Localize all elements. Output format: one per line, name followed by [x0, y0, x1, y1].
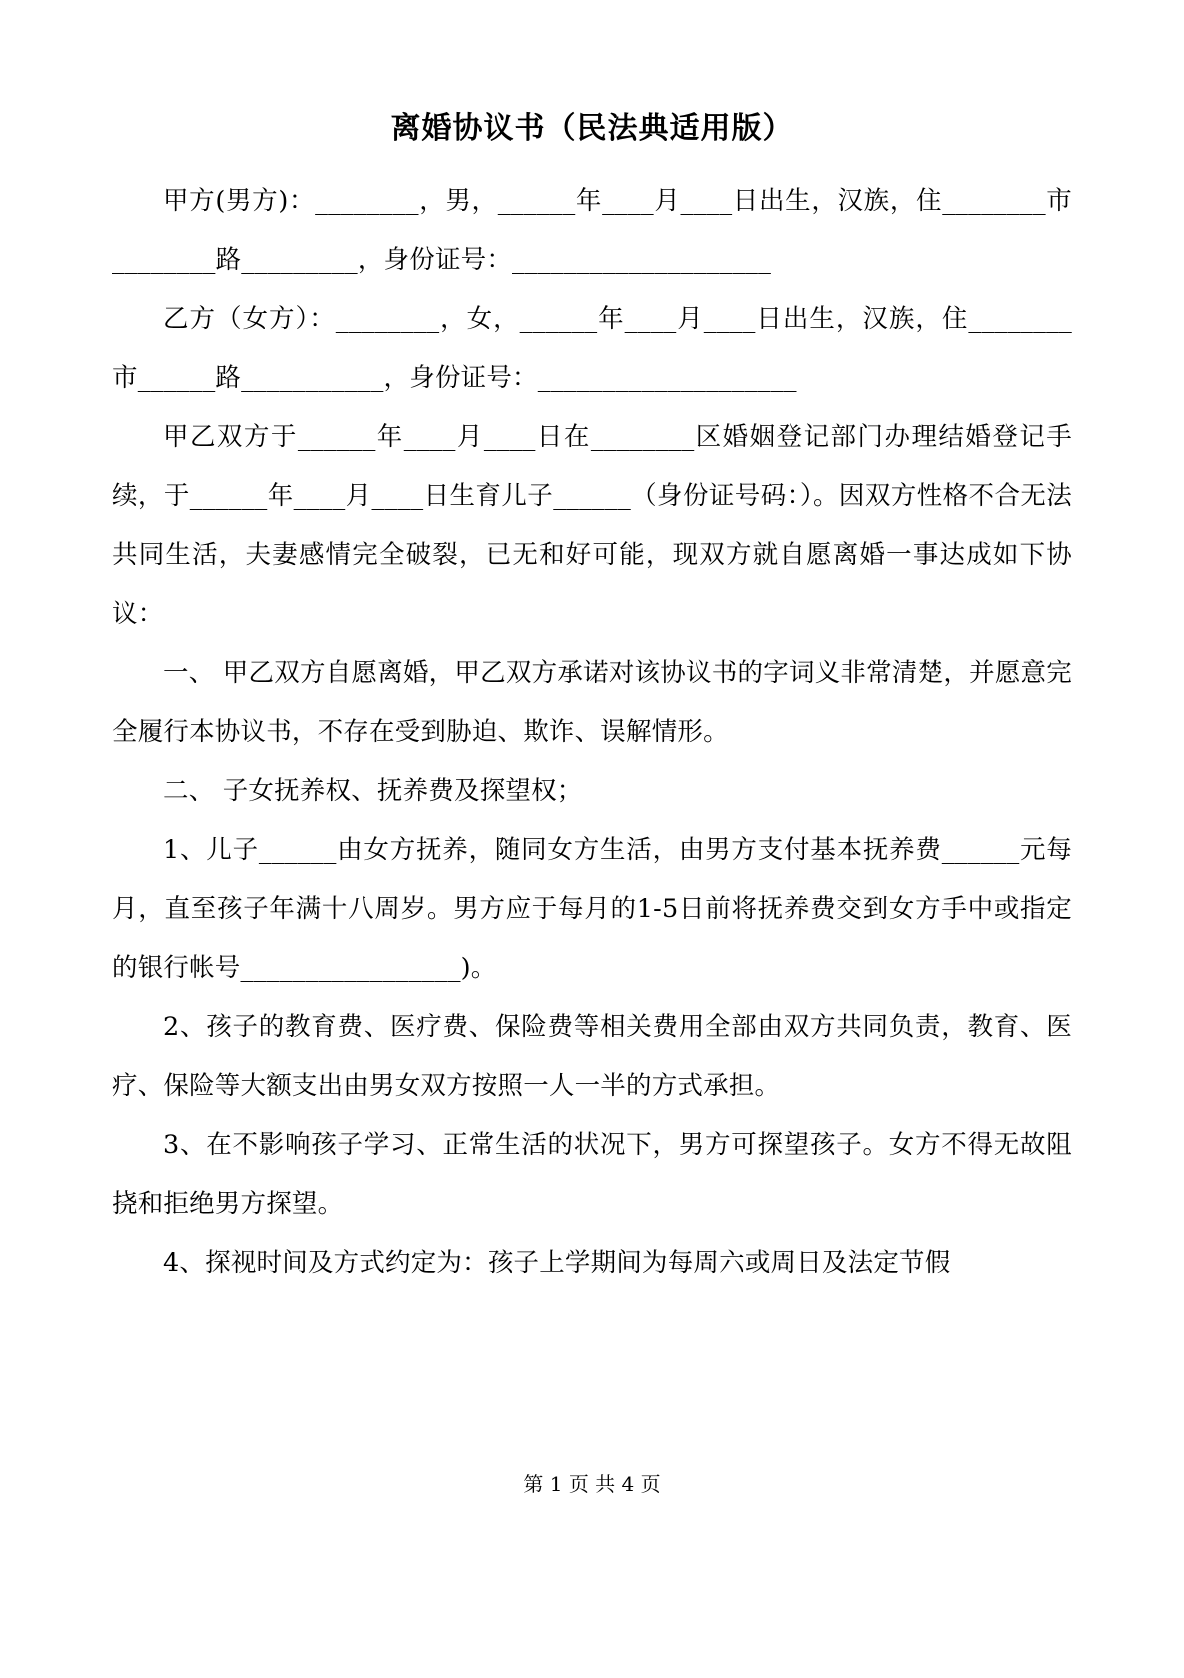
page-footer: 第 1 页 共 4 页: [523, 1472, 661, 1496]
paragraph-clause-2-item-3: 3、在不影响孩子学习、正常生活的状况下，男方可探望孩子。女方不得无故阻挠和拒绝男方探望。: [112, 1130, 1072, 1219]
paragraph-marriage-background: 甲乙双方于______年____月____日在________区婚姻登记部门办理结婚登记手续，于______年____月____日生育儿子______（身份证号码：）。因双方性格不合无法共同生活，夫妻感情完全破裂，已无和好可能，现双方就自愿离婚一事达成如下协议：: [112, 422, 1072, 629]
paragraph-clause-1: 一、 甲乙双方自愿离婚，甲乙双方承诺对该协议书的字词义非常清楚，并愿意完全履行本协议书，不存在受到胁迫、欺诈、误解情形。: [112, 658, 1072, 747]
paragraph-clause-2-item-1: 1、儿子______由女方抚养，随同女方生活，由男方支付基本抚养费______元每月，直至孩子年满十八周岁。男方应于每月的1-5日前将抚养费交到女方手中或指定的银行帐号_________________)。: [112, 835, 1072, 983]
paragraph-clause-2-item-2: 2、孩子的教育费、医疗费、保险费等相关费用全部由双方共同负责，教育、医疗、保险等大额支出由男女双方按照一人一半的方式承担。: [112, 1012, 1072, 1101]
page-title: 离婚协议书（民法典适用版）: [390, 111, 794, 146]
paragraph-clause-2: 二、 子女抚养权、抚养费及探望权；: [163, 776, 583, 806]
paragraph-clause-2-item-4: 4、探视时间及方式约定为：孩子上学期间为每周六或周日及法定节假: [163, 1248, 951, 1278]
document-body: [112, 0, 1072, 1293]
paragraph-party-b: 乙方（女方）：________，女，______年____月____日出生，汉族，住________市______路___________，身份证号：____________________: [112, 304, 1072, 393]
paragraph-party-a: 甲方(男方)：________，男，______年____月____日出生，汉族，住________市________路_________，身份证号：____________________: [112, 186, 1072, 275]
